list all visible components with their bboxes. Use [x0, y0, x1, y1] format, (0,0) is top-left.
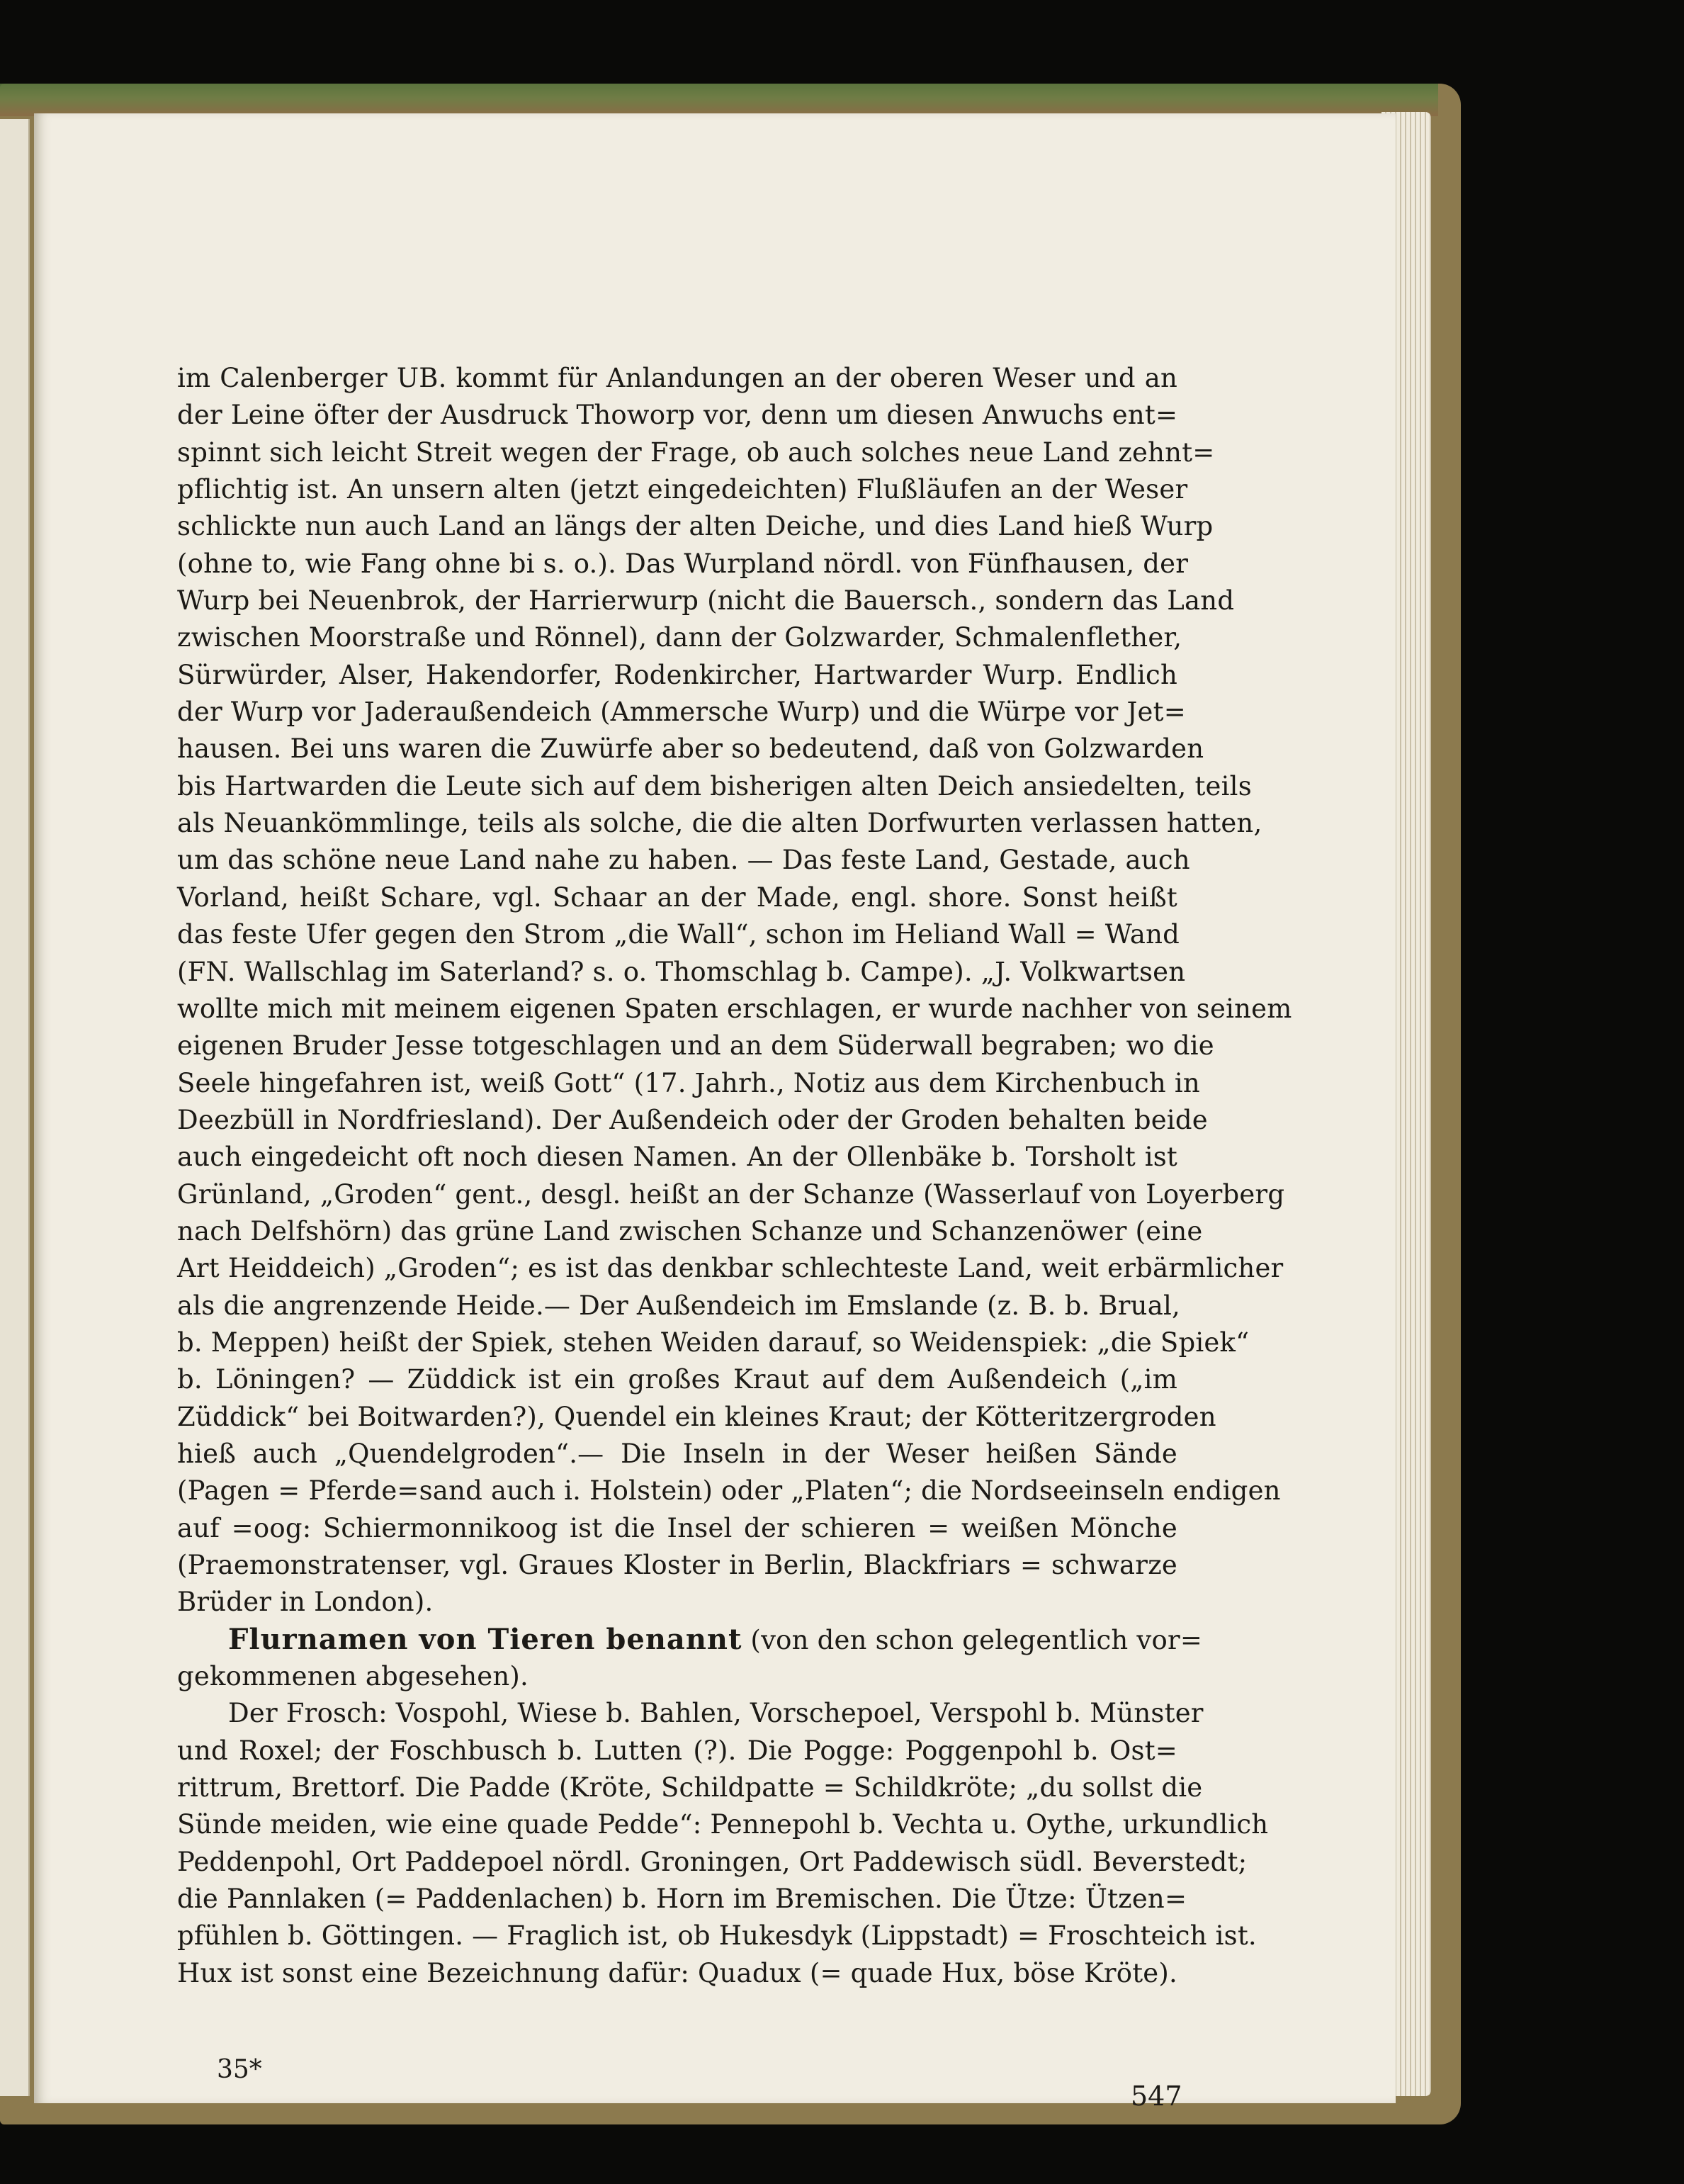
text-line: b. Meppen) heißt der Spiek, stehen Weiden darauf, so Weidenspiek: „die Spiek“ — [177, 1327, 1250, 1358]
text-line: pfühlen b. Göttingen. — Fraglich ist, ob Hukesdyk (Lippstadt) = Froschteich ist. — [177, 1920, 1257, 1952]
text-line: Wurp bei Neuenbrok, der Harrierwurp (nicht die Bauersch., sondern das Land — [177, 585, 1235, 617]
text-line: und Roxel; der Foschbusch b. Lutten (?). Die Pogge: Poggenpohl b. Ost= — [177, 1735, 1177, 1766]
text-line: Art Heiddeich) „Groden“; es ist das denkbar schlechteste Land, weit erbärmlicher — [177, 1253, 1284, 1284]
text-line: Seele hingefahren ist, weiß Gott“ (17. Jahrh., Notiz aus dem Kirchenbuch in — [177, 1067, 1200, 1098]
text-line: pflichtig ist. An unsern alten (jetzt eingedeichten) Flußläufen an der Weser — [177, 474, 1188, 505]
text-line: nach Delfshörn) das grüne Land zwischen Schanze und Schanzenöwer (eine — [177, 1215, 1203, 1246]
text-line: Brüder in London). — [177, 1587, 434, 1618]
page-number: 547 — [1131, 2081, 1182, 2112]
text-line: (Praemonstratenser, vgl. Graues Kloster in Berlin, Blackfriars = schwarze — [177, 1550, 1177, 1580]
text-line: eigenen Bruder Jesse totgeschlagen und an dem Süderwall begraben; wo die — [177, 1030, 1214, 1062]
cover-binding-stripe — [0, 84, 1438, 116]
text-line: das feste Ufer gegen den Strom „die Wall“, schon im Heliand Wall = Wand — [177, 919, 1180, 950]
section-heading-line — [177, 1621, 1203, 1658]
text-line: Der Frosch: Vospohl, Wiese b. Bahlen, Vorschepoel, Verspohl b. Münster — [228, 1698, 1204, 1729]
text-line: (ohne to, wie Fang ohne bi s. o.). Das Wurpland nördl. von Fünfhausen, der — [177, 548, 1189, 579]
text-line: im Calenberger UB. kommt für Anlandungen an der oberen Weser und an — [177, 363, 1177, 393]
text-line: als die angrenzende Heide.— Der Außendeich im Emslande (z. B. b. Brual, — [177, 1290, 1180, 1321]
text-line: schlickte nun auch Land an längs der alten Deiche, und dies Land hieß Wurp — [177, 511, 1214, 542]
text-line: (Pagen = Pferde=sand auch i. Holstein) oder „Platen“; die Nordseeinseln endigen — [177, 1475, 1281, 1507]
text-line: Sünde meiden, wie eine quade Pedde“: Pennepohl b. Vechta u. Oythe, urkundlich — [177, 1809, 1269, 1840]
text-line: der Leine öfter der Ausdruck Thoworp vor, denn um diesen Anwuchs ent= — [177, 400, 1178, 431]
text-line: Hux ist sonst eine Bezeichnung dafür: Quadux (= quade Hux, böse Kröte). — [177, 1957, 1177, 1988]
body-text — [177, 360, 1292, 1992]
text-line: wollte mich mit meinem eigenen Spaten erschlagen, er wurde nachher von seinem — [177, 993, 1292, 1024]
text-line: auf =oog: Schiermonnikoog ist die Insel der schieren = weißen Mönche — [177, 1512, 1177, 1543]
text-line: als Neuankömmlinge, teils als solche, die die alten Dorfwurten verlassen hatten, — [177, 808, 1262, 839]
text-line: hausen. Bei uns waren die Zuwürfe aber so bedeutend, daß von Golzwarden — [177, 733, 1204, 765]
text-line: Sürwürder, Alser, Hakendorfer, Rodenkircher, Hartwarder Wurp. Endlich — [177, 659, 1177, 690]
text-line: spinnt sich leicht Streit wegen der Frage, ob auch solches neue Land zehnt= — [177, 437, 1215, 468]
text-line: Vorland, heißt Schare, vgl. Schaar an der Made, engl. shore. Sonst heißt — [177, 882, 1177, 913]
text-line: b. Löningen? — Züddick ist ein großes Kraut auf dem Außendeich („im — [177, 1364, 1177, 1395]
text-line: Peddenpohl, Ort Paddepoel nördl. Groningen, Ort Paddewisch südl. Beverstedt; — [177, 1846, 1248, 1877]
previous-page-edge — [0, 119, 30, 2096]
section-heading-rest: (von den schon gelegentlich vor= — [742, 1624, 1203, 1655]
text-line: bis Hartwarden die Leute sich auf dem bisherigen alten Deich ansiedelten, teils — [177, 770, 1252, 801]
book-page — [34, 113, 1396, 2112]
text-line: zwischen Moorstraße und Rönnel), dann der Golzwarder, Schmalenflether, — [177, 622, 1182, 653]
text-line: (FN. Wallschlag im Saterland? s. o. Thomschlag b. Campe). „J. Volkwartsen — [177, 956, 1186, 987]
text-line: hieß auch „Quendelgroden“.— Die Inseln in der Weser heißen Sände — [177, 1438, 1177, 1469]
text-line: die Pannlaken (= Paddenlachen) b. Horn im Bremischen. Die Ütze: Ützen= — [177, 1884, 1187, 1915]
text-line: gekommenen abgesehen). — [177, 1661, 529, 1692]
text-line: Grünland, „Groden“ gent., desgl. heißt an der Schanze (Wasserlauf von Loyerberg — [177, 1178, 1285, 1210]
text-line: auch eingedeicht oft noch diesen Namen. An der Ollenbäke b. Torsholt ist — [177, 1142, 1177, 1173]
section-heading: Flurnamen von Tieren benannt — [228, 1622, 742, 1656]
text-line: rittrum, Brettorf. Die Padde (Kröte, Schildpatte = Schildkröte; „du sollst die — [177, 1772, 1203, 1803]
text-line: Deezbüll in Nordfriesland). Der Außendeich oder der Groden behalten beide — [177, 1104, 1208, 1135]
signature-mark: 35* — [217, 2055, 262, 2084]
text-line: um das schöne neue Land nahe zu haben. — Das feste Land, Gestade, auch — [177, 845, 1190, 876]
text-line: der Wurp vor Jaderaußendeich (Ammersche Wurp) und die Würpe vor Jet= — [177, 697, 1186, 728]
text-line: Züddick“ bei Boitwarden?), Quendel ein kleines Kraut; der Kötteritzergroden — [177, 1401, 1216, 1432]
